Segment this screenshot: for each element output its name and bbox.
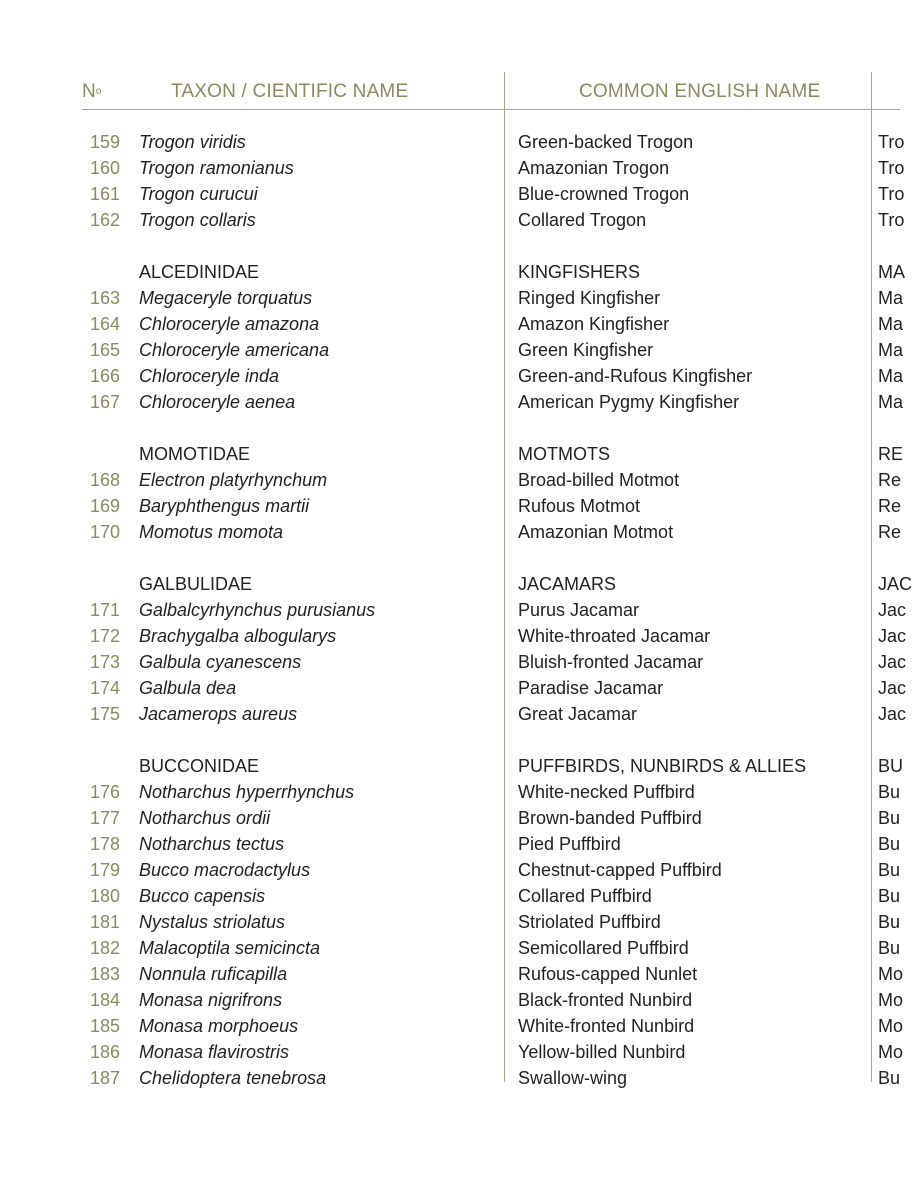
species-row xyxy=(0,675,907,701)
scientific-name: Baryphthengus martii xyxy=(139,496,310,516)
family-row xyxy=(0,753,904,779)
next-column-name: Jac xyxy=(878,704,907,724)
species-number: 185 xyxy=(89,1016,120,1036)
next-column-name: Bu xyxy=(878,938,901,958)
species-row xyxy=(0,467,900,493)
family-row xyxy=(0,571,912,597)
species-row xyxy=(0,389,904,415)
scientific-name: Trogon collaris xyxy=(139,210,256,230)
species-number: 168 xyxy=(89,470,120,490)
next-column-name: Jac xyxy=(878,678,907,698)
species-row xyxy=(0,337,904,363)
species-row xyxy=(0,831,900,857)
next-column-name: Re xyxy=(878,522,902,542)
common-name: Swallow-wing xyxy=(518,1068,628,1088)
species-row xyxy=(0,935,900,961)
common-name: Pied Puffbird xyxy=(518,834,621,854)
common-name: Green Kingfisher xyxy=(518,340,654,360)
species-number: 159 xyxy=(89,132,120,152)
species-number: 164 xyxy=(89,314,120,334)
scientific-name: Monasa nigrifrons xyxy=(139,990,283,1010)
species-row xyxy=(0,1013,904,1039)
species-row xyxy=(0,961,904,987)
next-column-name: Bu xyxy=(878,782,901,802)
scientific-name: Trogon ramonianus xyxy=(139,158,294,178)
common-name: Purus Jacamar xyxy=(518,600,640,620)
scientific-name: Notharchus hyperrhynchus xyxy=(139,782,355,802)
header-divider xyxy=(82,109,900,110)
scientific-name: Galbalcyrhynchus purusianus xyxy=(139,600,376,620)
common-name: Great Jacamar xyxy=(518,704,638,724)
scientific-name: Chloroceryle amazona xyxy=(139,314,320,334)
next-column-name: Bu xyxy=(878,912,901,932)
family-name: BUCCONIDAE xyxy=(139,756,260,776)
next-column-name: Tro xyxy=(878,158,905,178)
family-common-name: KINGFISHERS xyxy=(518,262,641,282)
common-name: Striolated Puffbird xyxy=(518,912,661,932)
next-column-name: Ma xyxy=(878,392,904,412)
next-column-name: Bu xyxy=(878,834,901,854)
scientific-name: Trogon curucui xyxy=(139,184,258,204)
species-table xyxy=(0,129,912,1091)
scientific-name: Bucco macrodactylus xyxy=(139,860,311,880)
next-column-name: Mo xyxy=(878,964,904,984)
next-column-name: JAC xyxy=(878,574,912,594)
next-column-name: Mo xyxy=(878,1042,904,1062)
species-row xyxy=(0,363,904,389)
species-row xyxy=(0,623,907,649)
scientific-name: Trogon viridis xyxy=(139,132,246,152)
number-header-label: N xyxy=(82,81,96,102)
number-column-header xyxy=(82,78,102,106)
common-name: Rufous-capped Nunlet xyxy=(518,964,698,984)
scientific-name: Monasa morphoeus xyxy=(139,1016,299,1036)
species-number: 175 xyxy=(89,704,120,724)
next-column-name: Re xyxy=(878,470,902,490)
species-row xyxy=(0,779,900,805)
species-row xyxy=(0,207,905,233)
next-column-name: Ma xyxy=(878,288,904,308)
common-name: Blue-crowned Trogon xyxy=(518,184,690,204)
common-name: White-throated Jacamar xyxy=(518,626,711,646)
scientific-name: Monasa flavirostris xyxy=(139,1042,290,1062)
next-column-name: Tro xyxy=(878,132,905,152)
species-number: 169 xyxy=(89,496,120,516)
species-row xyxy=(0,597,907,623)
next-column-name: Bu xyxy=(878,886,901,906)
species-number: 187 xyxy=(89,1068,120,1088)
species-number: 184 xyxy=(89,990,120,1010)
scientific-name: Chloroceryle aenea xyxy=(139,392,296,412)
scientific-name: Galbula dea xyxy=(139,678,237,698)
species-number: 167 xyxy=(89,392,120,412)
species-row xyxy=(0,1039,904,1065)
common-name-column-header: COMMON ENGLISH NAME xyxy=(579,81,821,102)
species-row xyxy=(0,805,900,831)
species-number: 170 xyxy=(89,522,120,542)
next-column-name: Jac xyxy=(878,626,907,646)
species-row xyxy=(0,649,907,675)
next-column-name: RE xyxy=(878,444,904,464)
species-number: 173 xyxy=(89,652,120,672)
species-number: 182 xyxy=(89,938,120,958)
species-number: 166 xyxy=(89,366,120,386)
common-name: Green-backed Trogon xyxy=(518,132,694,152)
next-column-name: Tro xyxy=(878,184,905,204)
species-number: 165 xyxy=(89,340,120,360)
scientific-name: Momotus momota xyxy=(139,522,284,542)
species-number: 183 xyxy=(89,964,120,984)
common-name: White-necked Puffbird xyxy=(518,782,695,802)
common-name: Semicollared Puffbird xyxy=(518,938,689,958)
species-row xyxy=(0,1065,900,1091)
species-number: 180 xyxy=(89,886,120,906)
number-header-superscript: o xyxy=(95,86,102,97)
species-number: 179 xyxy=(89,860,120,880)
species-row xyxy=(0,883,900,909)
next-column-name: Re xyxy=(878,496,902,516)
next-column-name: Ma xyxy=(878,366,904,386)
next-column-name: BU xyxy=(878,756,904,776)
common-name: White-fronted Nunbird xyxy=(518,1016,695,1036)
next-column-name: Bu xyxy=(878,860,901,880)
scientific-name: Nonnula ruficapilla xyxy=(139,964,288,984)
scientific-name: Nystalus striolatus xyxy=(139,912,286,932)
scientific-name: Chelidoptera tenebrosa xyxy=(139,1068,327,1088)
next-column-name: Ma xyxy=(878,314,904,334)
scientific-name: Notharchus tectus xyxy=(139,834,285,854)
next-column-name: Ma xyxy=(878,340,904,360)
family-common-name: JACAMARS xyxy=(518,574,617,594)
species-number: 181 xyxy=(89,912,120,932)
species-number: 176 xyxy=(89,782,120,802)
family-name: GALBULIDAE xyxy=(139,574,253,594)
common-name: Paradise Jacamar xyxy=(518,678,664,698)
scientific-name: Chloroceryle americana xyxy=(139,340,330,360)
scientific-name: Malacoptila semicincta xyxy=(139,938,321,958)
species-number: 178 xyxy=(89,834,120,854)
scientific-name: Megaceryle torquatus xyxy=(139,288,313,308)
species-row xyxy=(0,857,900,883)
species-number: 161 xyxy=(89,184,120,204)
species-row xyxy=(0,909,900,935)
common-name: Bluish-fronted Jacamar xyxy=(518,652,704,672)
species-number: 160 xyxy=(89,158,120,178)
next-column-name: Bu xyxy=(878,808,901,828)
species-row xyxy=(0,493,900,519)
common-name: Broad-billed Motmot xyxy=(518,470,680,490)
scientific-name: Chloroceryle inda xyxy=(139,366,280,386)
species-row xyxy=(0,987,904,1013)
next-column-name: Mo xyxy=(878,1016,904,1036)
species-number: 186 xyxy=(89,1042,120,1062)
common-name: Chestnut-capped Puffbird xyxy=(518,860,722,880)
species-number: 174 xyxy=(89,678,120,698)
species-row xyxy=(0,285,904,311)
scientific-name-column-header: TAXON / CIENTIFIC NAME xyxy=(171,81,409,102)
common-name: Green-and-Rufous Kingfisher xyxy=(518,366,753,386)
common-name: American Pygmy Kingfisher xyxy=(518,392,740,412)
species-row xyxy=(0,519,900,545)
species-number: 172 xyxy=(89,626,120,646)
species-number: 177 xyxy=(89,808,120,828)
scientific-name: Electron platyrhynchum xyxy=(139,470,328,490)
species-row xyxy=(0,311,904,337)
common-name: Amazonian Trogon xyxy=(518,158,670,178)
family-common-name: PUFFBIRDS, NUNBIRDS & ALLIES xyxy=(518,756,807,776)
common-name: Rufous Motmot xyxy=(518,496,641,516)
scientific-name: Jacamerops aureus xyxy=(139,704,298,724)
species-number: 171 xyxy=(89,600,120,620)
scientific-name: Brachygalba albogularys xyxy=(139,626,337,646)
species-row xyxy=(0,701,907,727)
family-row xyxy=(0,441,904,467)
common-name: Black-fronted Nunbird xyxy=(518,990,693,1010)
common-name: Ringed Kingfisher xyxy=(518,288,661,308)
common-name: Collared Puffbird xyxy=(518,886,652,906)
next-column-name: MA xyxy=(878,262,905,282)
common-name: Yellow-billed Nunbird xyxy=(518,1042,686,1062)
species-number: 162 xyxy=(89,210,120,230)
next-column-name: Jac xyxy=(878,652,907,672)
family-common-name: MOTMOTS xyxy=(518,444,610,464)
species-row xyxy=(0,129,905,155)
next-column-name: Mo xyxy=(878,990,904,1010)
scientific-name: Galbula cyanescens xyxy=(139,652,302,672)
scientific-name: Notharchus ordii xyxy=(139,808,271,828)
species-row xyxy=(0,181,905,207)
common-name: Amazonian Motmot xyxy=(518,522,674,542)
family-name: ALCEDINIDAE xyxy=(139,262,260,282)
common-name: Brown-banded Puffbird xyxy=(518,808,702,828)
scientific-name: Bucco capensis xyxy=(139,886,266,906)
common-name: Collared Trogon xyxy=(518,210,647,230)
family-name: MOMOTIDAE xyxy=(139,444,250,464)
next-column-name: Tro xyxy=(878,210,905,230)
next-column-name: Bu xyxy=(878,1068,901,1088)
species-number: 163 xyxy=(89,288,120,308)
family-row xyxy=(0,259,905,285)
common-name: Amazon Kingfisher xyxy=(518,314,670,334)
species-row xyxy=(0,155,905,181)
next-column-name: Jac xyxy=(878,600,907,620)
